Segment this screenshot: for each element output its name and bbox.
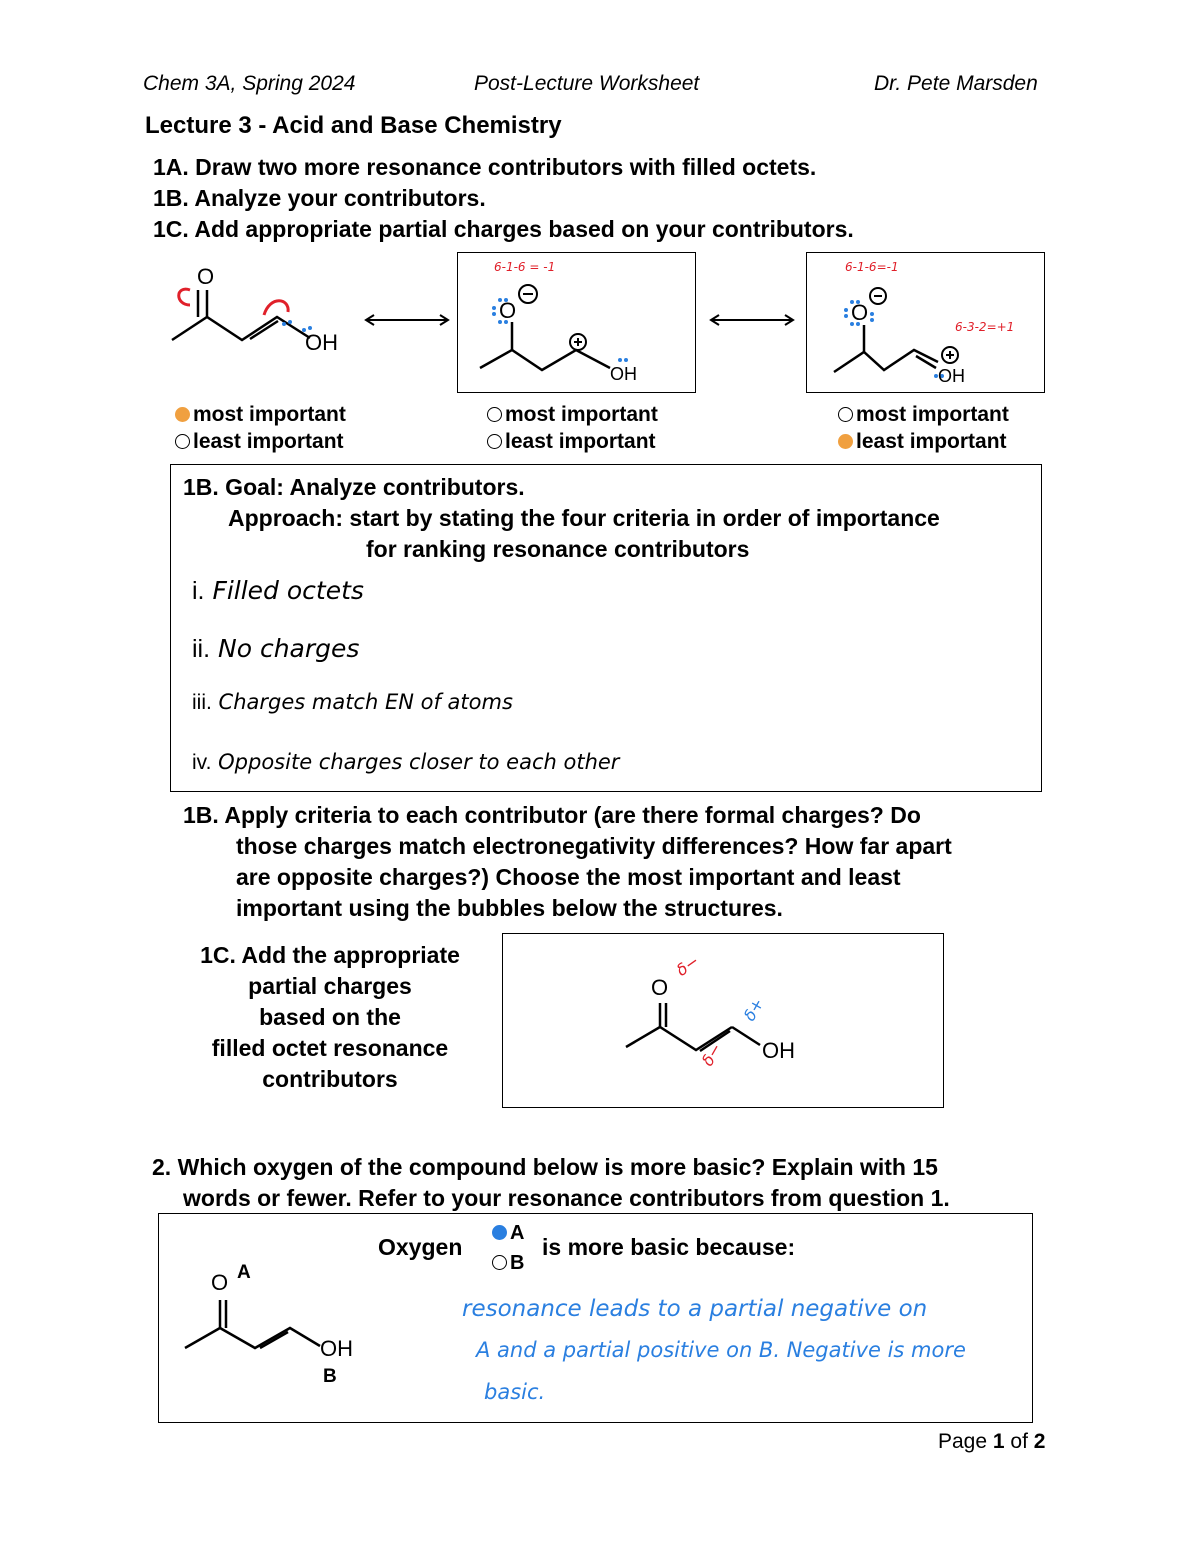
q2-mol-b-label: B bbox=[323, 1366, 337, 1387]
contrib3-most-label: most important bbox=[856, 403, 1009, 426]
q2-option-a[interactable] bbox=[492, 1222, 524, 1245]
criterion-1-text: Filled octets bbox=[212, 576, 364, 605]
criterion-3-num: iii. bbox=[192, 691, 212, 714]
contrib3-oh: OH bbox=[938, 366, 965, 386]
contrib2-least-label: least important bbox=[505, 430, 656, 453]
contrib2-least-option[interactable] bbox=[487, 430, 656, 454]
criterion-1[interactable] bbox=[192, 576, 364, 606]
page-total: 2 bbox=[1033, 1430, 1046, 1453]
partial-o: O bbox=[651, 975, 669, 1000]
q2-answer-line-1[interactable]: resonance leads to a partial negative on bbox=[462, 1296, 928, 1322]
instructor-label: Dr. Pete Marsden bbox=[874, 72, 1038, 95]
q2-option-b[interactable] bbox=[492, 1252, 524, 1275]
contrib2-formal-charge: 6-1-6 = -1 bbox=[494, 260, 556, 274]
contrib3-most-option[interactable] bbox=[838, 403, 1009, 427]
contrib2-o: O bbox=[499, 298, 517, 323]
analyze-approach-1: Approach: start by stating the four criteria in order of importance bbox=[228, 505, 940, 531]
partial-line-3: based on the bbox=[259, 1004, 401, 1030]
partial-delta-minus-c: δ− bbox=[697, 1039, 726, 1070]
q2-structure bbox=[180, 1290, 340, 1360]
criterion-2[interactable] bbox=[192, 634, 359, 664]
contrib3-o: O bbox=[851, 300, 869, 325]
partial-delta-minus-o: δ− bbox=[672, 951, 703, 980]
contrib1-least-bubble[interactable] bbox=[175, 434, 190, 449]
contrib1-least-label: least important bbox=[193, 430, 344, 453]
criterion-4-num: iv. bbox=[192, 751, 212, 774]
worksheet-label: Post-Lecture Worksheet bbox=[474, 72, 700, 95]
page-number: 1 bbox=[992, 1430, 1005, 1453]
course-label: Chem 3A, Spring 2024 bbox=[143, 72, 356, 95]
partial-delta-plus-c: δ+ bbox=[739, 994, 768, 1025]
q2-option-b-bubble[interactable] bbox=[492, 1255, 507, 1270]
contrib1-most-label: most important bbox=[193, 403, 346, 426]
q2-option-a-label: A bbox=[510, 1222, 525, 1244]
apply-line-3: are opposite charges?) Choose the most important and least bbox=[236, 864, 901, 890]
contrib3-least-label: least important bbox=[856, 430, 1007, 453]
partial-line-5: contributors bbox=[262, 1066, 398, 1092]
q1c-text: 1C. Add appropriate partial charges based on your contributors. bbox=[153, 216, 854, 242]
contrib1-most-bubble[interactable] bbox=[175, 407, 190, 422]
contrib2-most-label: most important bbox=[505, 403, 658, 426]
criterion-4-text: Opposite charges closer to each other bbox=[218, 750, 620, 774]
partial-line-2: partial charges bbox=[248, 973, 412, 999]
q2-mol-oh: OH bbox=[320, 1336, 353, 1361]
contrib2-most-bubble[interactable] bbox=[487, 407, 502, 422]
contrib3-formal-charge-o: 6-1-6=-1 bbox=[845, 260, 899, 274]
criterion-2-text: No charges bbox=[218, 634, 360, 663]
criterion-3[interactable] bbox=[192, 690, 513, 715]
lecture-title: Lecture 3 - Acid and Base Chemistry bbox=[145, 112, 562, 139]
contrib2-oh: OH bbox=[610, 364, 637, 384]
contrib3-formal-charge-oh: 6-3-2=+1 bbox=[955, 320, 1015, 334]
contrib3-least-option[interactable] bbox=[838, 430, 1007, 454]
q2-line-1: 2. Which oxygen of the compound below is more basic? Explain with 15 bbox=[152, 1154, 938, 1180]
q2-oxygen-label: Oxygen bbox=[378, 1234, 463, 1260]
criterion-1-num: i. bbox=[192, 577, 205, 605]
q2-mol-o: O bbox=[211, 1270, 229, 1295]
apply-line-4: important using the bubbles below the structures. bbox=[236, 895, 783, 921]
contributor-3-structure bbox=[820, 280, 1030, 385]
q1a-text: 1A. Draw two more resonance contributors with filled octets. bbox=[153, 154, 817, 180]
contributor-2-structure bbox=[470, 280, 680, 385]
criterion-3-text: Charges match EN of atoms bbox=[218, 690, 513, 714]
q2-option-a-bubble[interactable] bbox=[492, 1225, 507, 1240]
criterion-4[interactable] bbox=[192, 750, 619, 775]
q2-suffix: is more basic because: bbox=[542, 1234, 796, 1260]
resonance-arrow-1 bbox=[362, 312, 452, 328]
analyze-approach-2: for ranking resonance contributors bbox=[366, 536, 750, 562]
contrib1-least-option[interactable] bbox=[175, 430, 344, 454]
partial-prompt bbox=[160, 940, 500, 1095]
contrib1-oh: OH bbox=[305, 330, 338, 355]
partial-oh: OH bbox=[762, 1038, 795, 1063]
q2-line-2: words or fewer. Refer to your resonance contributors from question 1. bbox=[183, 1185, 950, 1211]
q1b-text: 1B. Analyze your contributors. bbox=[153, 185, 486, 211]
resonance-arrow-2 bbox=[707, 312, 797, 328]
contrib3-most-bubble[interactable] bbox=[838, 407, 853, 422]
analyze-goal: 1B. Goal: Analyze contributors. bbox=[183, 474, 525, 500]
q2-answer-line-3[interactable]: basic. bbox=[484, 1380, 546, 1404]
q2-mol-a-label: A bbox=[237, 1262, 251, 1283]
apply-line-2: those charges match electronegativity differences? How far apart bbox=[236, 833, 952, 859]
apply-line-1: 1B. Apply criteria to each contributor (are there formal charges? Do bbox=[183, 802, 921, 828]
contrib1-o: O bbox=[197, 264, 215, 289]
contrib3-least-bubble[interactable] bbox=[838, 434, 853, 449]
page-indicator bbox=[938, 1430, 1045, 1454]
q2-answer-line-2[interactable]: A and a partial positive on B. Negative is more bbox=[476, 1338, 966, 1362]
partial-line-4: filled octet resonance bbox=[211, 1035, 449, 1061]
page-of: of bbox=[1010, 1430, 1028, 1453]
contrib1-most-option[interactable] bbox=[175, 403, 346, 427]
criterion-2-num: ii. bbox=[192, 635, 211, 663]
contrib2-most-option[interactable] bbox=[487, 403, 658, 427]
partial-line-1: 1C. Add the appropriate bbox=[200, 942, 460, 968]
contrib2-least-bubble[interactable] bbox=[487, 434, 502, 449]
q2-option-b-label: B bbox=[510, 1252, 525, 1274]
page-prefix: Page bbox=[938, 1430, 988, 1453]
